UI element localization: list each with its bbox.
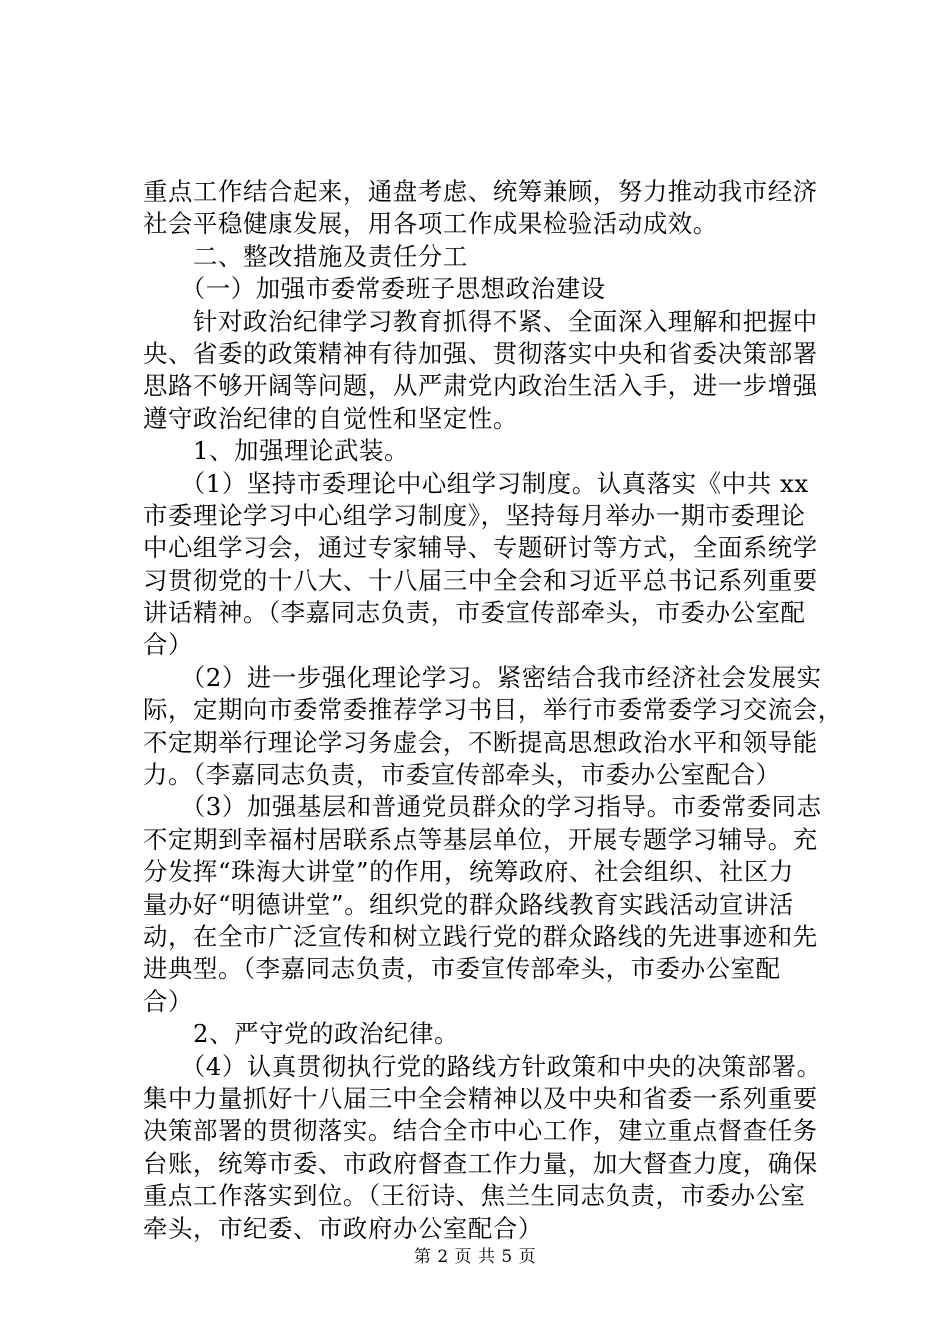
body-text-line: 力。（李嘉同志负责，市委宣传部牵头，市委办公室配合） [143,760,781,790]
body-text-line: 习贯彻党的十八大、十八届三中全会和习近平总书记系列重要 [143,565,818,595]
body-text-line: 针对政治纪律学习教育抓得不紧、全面深入理解和把握中 [143,306,818,336]
body-text-line: 台账，统筹市委、市政府督查工作力量，加大督查力度，确保 [143,1148,818,1178]
document-body [143,176,843,1245]
body-text-line: 央、省委的政策精神有待加强、贯彻落实中央和省委决策部署 [143,338,818,368]
body-text-line: 决策部署的贯彻落实。结合全市中心工作，建立重点督查任务 [143,1116,818,1146]
body-text-line: （2）进一步强化理论学习。紧密结合我市经济社会发展实 [143,662,822,692]
body-text-line: 牵头，市纪委、市政府办公室配合） [143,1213,543,1243]
body-text-line: 不定期举行理论学习务虚会，不断提高思想政治水平和领导能 [143,727,818,757]
body-text-line: 遵守政治纪律的自觉性和坚定性。 [143,403,518,433]
body-text-line: 量办好“明德讲堂”。组织党的群众路线教育实践活动宣讲活 [143,889,794,919]
item-heading: 1、加强理论武装。 [143,436,410,466]
body-text-line: 重点工作结合起来，通盘考虑、统筹兼顾，努力推动我市经济 [143,177,818,206]
body-text-line: 际，定期向市委常委推荐学习书目，举行市委常委学习交流会， [143,695,843,725]
body-text-line: 思路不够开阔等问题，从严肃党内政治生活入手，进一步增强 [143,371,818,401]
body-text-line: 市委理论学习中心组学习制度》，坚持每月举办一期市委理论 [143,500,806,530]
body-text-line: 重点工作落实到位。（王衍诗、焦兰生同志负责，市委办公室 [143,1181,806,1211]
body-text-line: 集中力量抓好十八届三中全会精神以及中央和省委一系列重要 [143,1083,818,1113]
body-text-line: 社会平稳健康发展，用各项工作成果检验活动成效。 [143,209,718,239]
subsection-heading: （一）加强市委常委班子思想政治建设 [143,274,606,304]
body-text-line: 合） [143,986,193,1016]
body-text-line: （3）加强基层和普通党员群众的学习指导。市委常委同志 [143,792,822,822]
body-text-line: 讲话精神。（李嘉同志负责，市委宣传部牵头，市委办公室配 [143,598,806,628]
body-text-line: 动，在全市广泛宣传和树立践行党的群众路线的先进事迹和先 [143,921,818,951]
body-text-line: 合） [143,630,193,660]
page-number-footer: 第 2 页 共 5 页 [413,1247,537,1267]
body-text-line: 分发挥“珠海大讲堂”的作用，统筹政府、社会组织、社区力 [143,857,794,887]
body-text-line: 进典型。（李嘉同志负责，市委宣传部牵头，市委办公室配 [143,954,781,984]
body-text-line: 中心组学习会，通过专家辅导、专题研讨等方式，全面系统学 [143,533,818,563]
section-heading: 二、整改措施及责任分工 [143,241,468,271]
body-text-line: （4）认真贯彻执行党的路线方针政策和中央的决策部署。 [143,1051,822,1081]
body-text-line: （1）坚持市委理论中心组学习制度。认真落实《中共 xx [143,468,809,498]
item-heading: 2、严守党的政治纪律。 [143,1019,460,1049]
body-text-line: 不定期到幸福村居联系点等基层单位，开展专题学习辅导。充 [143,824,818,854]
